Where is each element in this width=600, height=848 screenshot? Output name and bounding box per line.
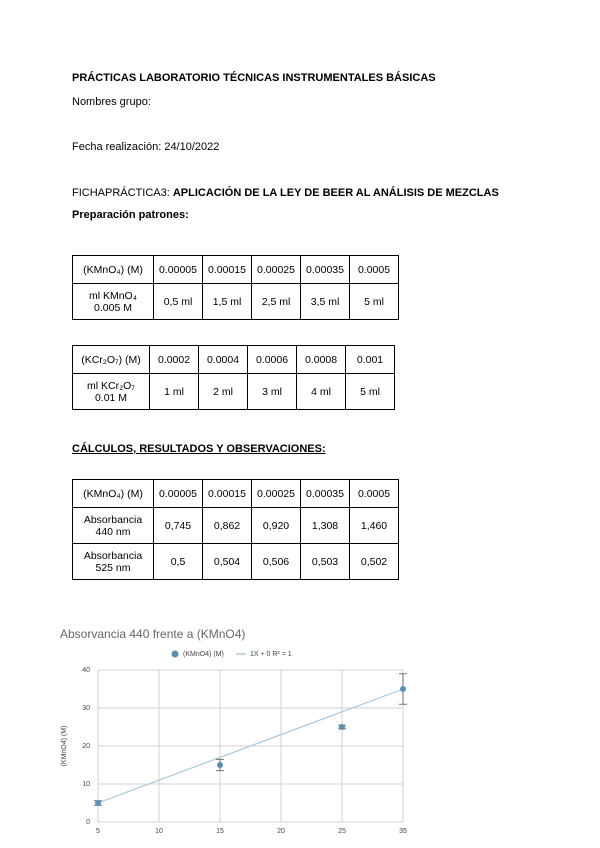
table-cell: 0,5 bbox=[154, 544, 203, 580]
row-label-line: ml KCr₂O₇ bbox=[87, 379, 135, 392]
data-point bbox=[95, 800, 101, 806]
row-label-line: 440 nm bbox=[95, 525, 131, 538]
table-cell: 2 ml bbox=[199, 374, 248, 410]
table-cell: 0,862 bbox=[203, 508, 252, 544]
chart-title: Absorvancia 440 frente a (KMnO4) bbox=[60, 627, 246, 641]
results-heading: CÁLCULOS, RESULTADOS Y OBSERVACIONES: bbox=[72, 443, 326, 455]
row-label-line: 525 nm bbox=[95, 561, 131, 574]
table-cell: 0,5 ml bbox=[154, 284, 203, 320]
table-cell: 0.0002 bbox=[150, 346, 199, 374]
table-cell: 4 ml bbox=[297, 374, 346, 410]
group-names-label: Nombres grupo: bbox=[72, 96, 151, 108]
table-header-cell: (KMnO₄) (M) bbox=[73, 256, 154, 284]
table-cell: 3,5 ml bbox=[301, 284, 350, 320]
table-cell: 0.00005 bbox=[154, 256, 203, 284]
table-cell: 0,502 bbox=[350, 544, 399, 580]
legend-marker-series bbox=[172, 651, 179, 658]
row-label-line: ml KMnO₄ bbox=[88, 289, 138, 302]
y-tick-label: 30 bbox=[82, 705, 90, 712]
y-tick-label: 10 bbox=[82, 781, 90, 788]
table-cell: 0,920 bbox=[252, 508, 301, 544]
table-cell: 5 ml bbox=[350, 284, 399, 320]
table-cell: 0.00035 bbox=[301, 480, 350, 508]
table-cell: 0.0004 bbox=[199, 346, 248, 374]
table-header-cell: (KMnO₄) (M) bbox=[73, 480, 154, 508]
table-cell: 0,504 bbox=[203, 544, 252, 580]
table-cell: 0.00015 bbox=[203, 480, 252, 508]
practice-prefix: FICHAPRÁCTICA3: bbox=[72, 187, 170, 199]
table-cell: 0.00015 bbox=[203, 256, 252, 284]
table-cell: 1,460 bbox=[350, 508, 399, 544]
table-cell: 5 ml bbox=[346, 374, 395, 410]
table-cell: 1 ml bbox=[150, 374, 199, 410]
preparation-heading: Preparación patrones: bbox=[72, 209, 189, 221]
y-axis-label: (KMnO4) (M) bbox=[61, 725, 68, 767]
x-tick-label: 10 bbox=[155, 828, 163, 835]
legend-label-trendline: 1X + 0 R² = 1 bbox=[250, 651, 292, 658]
table-cell: 3 ml bbox=[248, 374, 297, 410]
row-label-line: Absorbancia bbox=[83, 513, 143, 526]
row-label-line: 0.01 M bbox=[94, 391, 128, 404]
data-point bbox=[339, 724, 345, 730]
table-cell: 0.00005 bbox=[154, 480, 203, 508]
row-label-line: 0.005 M bbox=[94, 301, 132, 314]
y-tick-label: 0 bbox=[86, 819, 90, 826]
data-point bbox=[217, 762, 223, 768]
table-cell: 0.0005 bbox=[350, 480, 399, 508]
table-cell: 1,5 ml bbox=[203, 284, 252, 320]
x-tick-label: 15 bbox=[216, 828, 224, 835]
table-cell: 1,308 bbox=[301, 508, 350, 544]
table-cell: 2,5 ml bbox=[252, 284, 301, 320]
table-cell: 0.00025 bbox=[252, 480, 301, 508]
table-cell: 0.0006 bbox=[248, 346, 297, 374]
x-tick-label: 25 bbox=[338, 828, 346, 835]
table-cell: 0,503 bbox=[301, 544, 350, 580]
table-cell: 0.00025 bbox=[252, 256, 301, 284]
x-tick-label: 35 bbox=[399, 828, 407, 835]
table-cell: 0.00035 bbox=[301, 256, 350, 284]
table-cell: 0.0005 bbox=[350, 256, 399, 284]
y-tick-label: 40 bbox=[82, 667, 90, 674]
table-header-cell: (KCr₂O₇) (M) bbox=[73, 346, 150, 374]
y-tick-label: 20 bbox=[82, 743, 90, 750]
table-cell: 0,745 bbox=[154, 508, 203, 544]
table-cell: 0.0008 bbox=[297, 346, 346, 374]
data-point bbox=[400, 686, 406, 692]
row-label-line: Absorbancia bbox=[83, 549, 143, 562]
table-cell: 0.001 bbox=[346, 346, 395, 374]
document-title: PRÁCTICAS LABORATORIO TÉCNICAS INSTRUMENTALES BÁSICAS bbox=[72, 72, 436, 84]
x-tick-label: 5 bbox=[96, 828, 100, 835]
x-tick-label: 20 bbox=[277, 828, 285, 835]
table-cell: 0,506 bbox=[252, 544, 301, 580]
date-line: Fecha realización: 24/10/2022 bbox=[72, 141, 220, 153]
practice-title: APLICACIÓN DE LA LEY DE BEER AL ANÁLISIS DE MEZCLAS bbox=[172, 187, 499, 199]
legend-label-series: (KMnO4) (M) bbox=[183, 651, 224, 658]
